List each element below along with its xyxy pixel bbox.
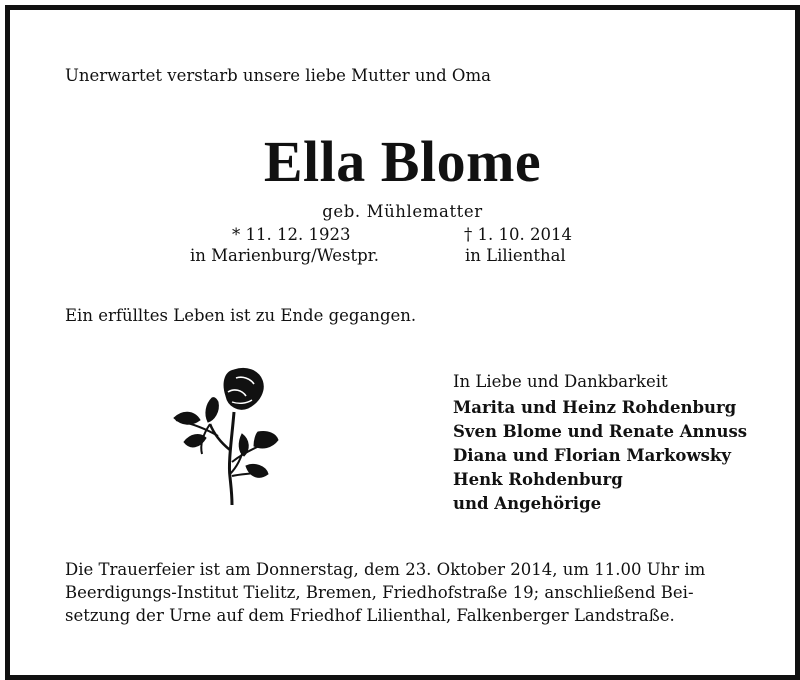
mourner-name: Sven Blome und Renate Annuss: [453, 422, 748, 441]
funeral-line: setzung der Urne auf dem Friedhof Lilienthal, Falkenberger Landstraße.: [65, 606, 675, 625]
motto-text: Ein erfülltes Leben ist zu Ende gegangen.: [65, 306, 417, 325]
deceased-name: Ella Blome: [263, 129, 542, 194]
death-date: † 1. 10. 2014: [464, 225, 572, 244]
maiden-name: geb. Mühlematter: [322, 202, 483, 221]
rose-icon: [162, 362, 282, 510]
birth-place: in Marienburg/Westpr.: [190, 246, 379, 265]
death-place: in Lilienthal: [465, 246, 566, 265]
funeral-line: Beerdigungs-Institut Tielitz, Bremen, Friedhofstraße 19; anschließend Bei-: [65, 583, 694, 602]
mourner-name: Marita und Heinz Rohdenburg: [453, 398, 737, 417]
birth-date: * 11. 12. 1923: [232, 225, 351, 244]
mourner-name: Henk Rohdenburg: [453, 470, 623, 489]
funeral-line: Die Trauerfeier ist am Donnerstag, dem 23. Oktober 2014, um 11.00 Uhr im: [65, 560, 706, 579]
funeral-information: [65, 558, 755, 627]
intro-text: Unerwartet verstarb unsere liebe Mutter und Oma: [65, 66, 491, 85]
obituary-notice: [5, 5, 800, 680]
mourner-name: Diana und Florian Markowsky: [453, 446, 731, 465]
thanks-heading: In Liebe und Dankbarkeit: [453, 372, 668, 391]
mourner-name: und Angehörige: [453, 494, 602, 513]
